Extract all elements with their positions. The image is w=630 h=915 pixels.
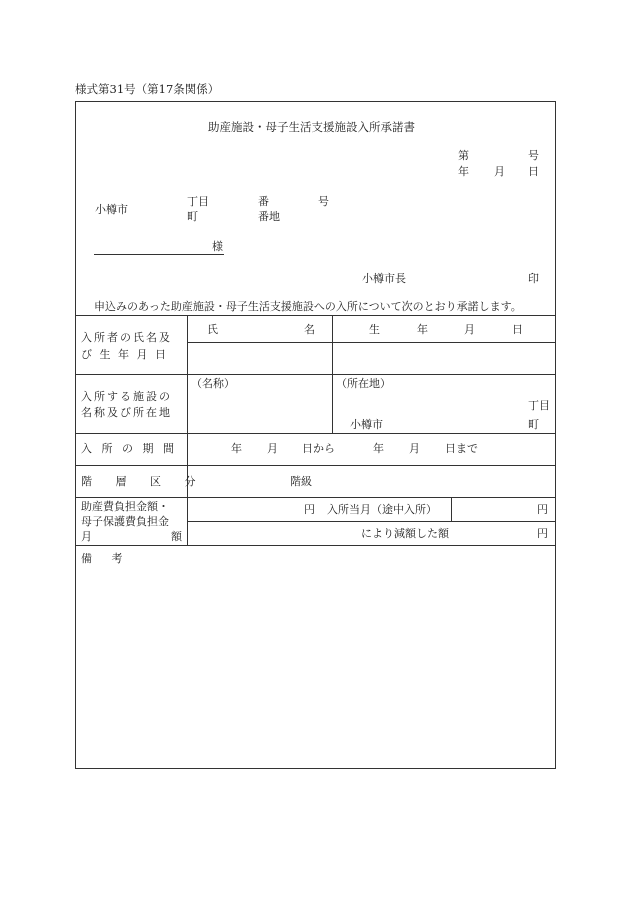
date-month: 月 (494, 165, 505, 178)
intro-text: 申込みのあった助産施設・母子生活支援施設への入所について次のとおり承諾します。 (94, 300, 522, 313)
fee-reduced: により減額した額 (361, 527, 449, 540)
fee-yen2: 円 (537, 503, 548, 516)
doc-number-suffix: 号 (528, 149, 539, 162)
period-year2: 年 (373, 442, 384, 455)
remarks-label: 備 考 (81, 552, 131, 565)
birth-header-1: 生 (369, 323, 380, 336)
table-top-line (75, 315, 556, 316)
issuer-name: 小樽市長 (362, 272, 406, 285)
recipient-suffix: 様 (212, 240, 223, 253)
fee-first-month: 入所当月（途中入所） (327, 503, 437, 516)
period-bottom-line (75, 465, 556, 466)
period-month2: 月 (409, 442, 420, 455)
address-go: 号 (318, 195, 329, 208)
period-month1: 月 (267, 442, 278, 455)
class-value: 階級 (290, 475, 312, 488)
period-day-to: 日まで (445, 442, 478, 455)
period-label: 入 所 の 期 間 (81, 442, 177, 455)
fee-label-line2: 母子保護費負担金 (81, 515, 169, 528)
facility-cho: 町 (528, 418, 539, 431)
fee-label-line3-b: 額 (171, 530, 182, 543)
period-day-from: 日から (302, 442, 335, 455)
period-year1: 年 (231, 442, 242, 455)
birth-header-4: 日 (512, 323, 523, 336)
facility-label-line1: 入所する施設の (81, 390, 172, 403)
name-header-2: 名 (304, 323, 315, 336)
facility-city: 小樽市 (350, 418, 383, 431)
address-chome: 丁目 (187, 195, 209, 208)
fee-middle-line (187, 521, 556, 522)
class-label: 階 層 区 分 (81, 475, 206, 488)
facility-bottom-line (75, 433, 556, 434)
fee-yen1: 円 (304, 503, 315, 516)
person-bottom-line (75, 374, 556, 375)
doc-number-prefix: 第 (458, 149, 469, 162)
address-cho: 町 (187, 210, 198, 223)
address-city: 小樽市 (95, 203, 128, 216)
birth-header-3: 月 (464, 323, 475, 336)
date-day: 日 (528, 165, 539, 178)
person-label-line1: 入所者の氏名及 (81, 331, 172, 344)
form-frame (75, 101, 556, 769)
person-label-line2: び 生 年 月 日 (81, 348, 168, 361)
form-number: 様式第31号（第17条関係） (75, 82, 220, 96)
facility-location-label: （所在地） (336, 377, 391, 390)
fee-label-line1: 助産費負担金額・ (81, 500, 169, 513)
facility-name-label: （名称） (191, 377, 235, 390)
address-banchi: 番地 (258, 210, 280, 223)
document-title: 助産施設・母子生活支援施設入所承諾書 (208, 120, 415, 134)
fee-column-divider (451, 497, 452, 521)
facility-label-line2: 名称及び所在地 (81, 406, 172, 419)
class-bottom-line (75, 497, 556, 498)
date-year: 年 (458, 165, 469, 178)
label-column-divider (187, 315, 188, 545)
address-ban: 番 (258, 195, 269, 208)
person-header-line (187, 342, 556, 343)
recipient-underline (94, 254, 224, 255)
fee-yen3: 円 (537, 527, 548, 540)
name-header-1: 氏 (207, 323, 218, 336)
issuer-seal: 印 (528, 272, 539, 285)
middle-column-divider (332, 315, 333, 433)
fee-label-line3-a: 月 (81, 530, 92, 543)
birth-header-2: 年 (417, 323, 428, 336)
facility-chome: 丁目 (528, 399, 550, 412)
fee-bottom-line (75, 545, 556, 546)
